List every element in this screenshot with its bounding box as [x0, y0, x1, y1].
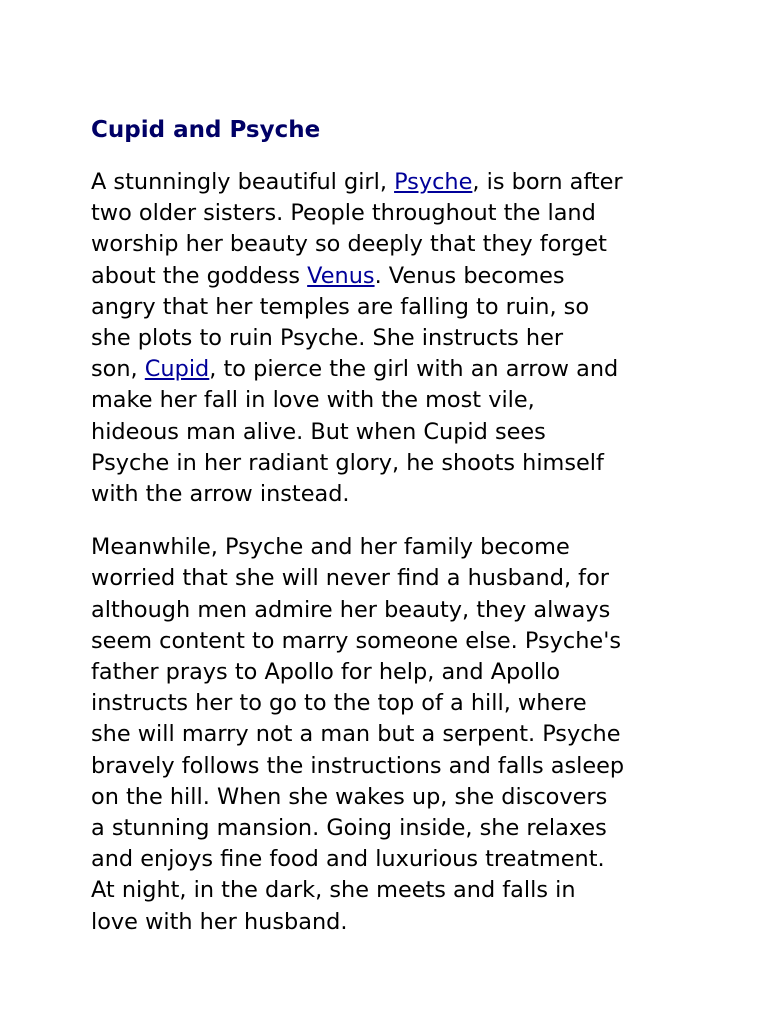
text-segment: . Venus becomes [374, 262, 565, 289]
text-segment: with the arrow instead. [91, 481, 350, 508]
text-segment: make her fall in love with the most vile, [91, 387, 535, 414]
text-line [91, 657, 691, 688]
text-line [91, 354, 691, 385]
text-segment: A stunningly beautiful girl, [91, 169, 395, 195]
text-line [91, 167, 691, 198]
text-segment: on the hill. When she wakes up, she discovers [91, 783, 608, 810]
text-segment: angry that her temples are falling to ruin, so [91, 293, 590, 320]
text-line [91, 229, 691, 260]
text-line [91, 595, 691, 626]
text-segment: about the goddess [91, 262, 308, 289]
link-cupid[interactable]: Cupid [144, 356, 210, 383]
text-line [91, 688, 691, 719]
text-line [91, 875, 691, 906]
article-title: Cupid and Psyche [91, 117, 321, 143]
article-body [91, 167, 691, 938]
text-segment: bravely follows the instructions and falls asleep [91, 752, 625, 779]
text-line [91, 448, 691, 479]
text-segment: worried that she will never find a husband, for [91, 565, 609, 592]
text-line [91, 626, 691, 657]
text-segment: At night, in the dark, she meets and falls in [91, 877, 576, 904]
text-line [91, 719, 691, 750]
text-line [91, 198, 691, 229]
text-line [91, 323, 691, 354]
text-segment: love with her husband. [91, 908, 348, 935]
text-line [91, 782, 691, 813]
text-line [91, 417, 691, 448]
document-page [91, 113, 691, 960]
text-line [91, 261, 691, 292]
text-line [91, 292, 691, 323]
text-segment: a stunning mansion. Going inside, she relaxes [91, 815, 607, 842]
text-segment: although men admire her beauty, they always [91, 596, 611, 623]
text-segment: worship her beauty so deeply that they forget [91, 231, 607, 258]
text-line [91, 844, 691, 875]
text-segment: father prays to Apollo for help, and Apollo [91, 659, 561, 686]
text-segment: she plots to ruin Psyche. She instructs her [91, 325, 564, 352]
text-segment: , to pierce the girl with an arrow and [209, 356, 619, 383]
paragraph [91, 532, 691, 938]
link-venus[interactable]: Venus [307, 262, 375, 289]
text-segment: , is born after [472, 169, 623, 195]
text-segment: seem content to marry someone else. Psyche's [91, 627, 622, 654]
text-segment: and enjoys fine food and luxurious treatment. [91, 846, 605, 873]
text-segment: hideous man alive. But when Cupid sees [91, 418, 546, 445]
text-line [91, 385, 691, 416]
text-segment: Psyche in her radiant glory, he shoots himself [91, 449, 604, 476]
text-segment: son, [91, 356, 145, 383]
text-line [91, 563, 691, 594]
text-segment: instructs her to go to the top of a hill, where [91, 690, 587, 717]
text-line [91, 479, 691, 510]
text-line [91, 532, 691, 563]
link-psyche[interactable]: Psyche [394, 169, 473, 195]
text-segment: Meanwhile, Psyche and her family become [91, 534, 570, 561]
paragraph [91, 167, 691, 510]
text-line [91, 907, 691, 938]
text-segment: she will marry not a man but a serpent. Psyche [91, 721, 621, 748]
text-line [91, 813, 691, 844]
text-segment: two older sisters. People throughout the land [91, 200, 596, 227]
text-line [91, 751, 691, 782]
